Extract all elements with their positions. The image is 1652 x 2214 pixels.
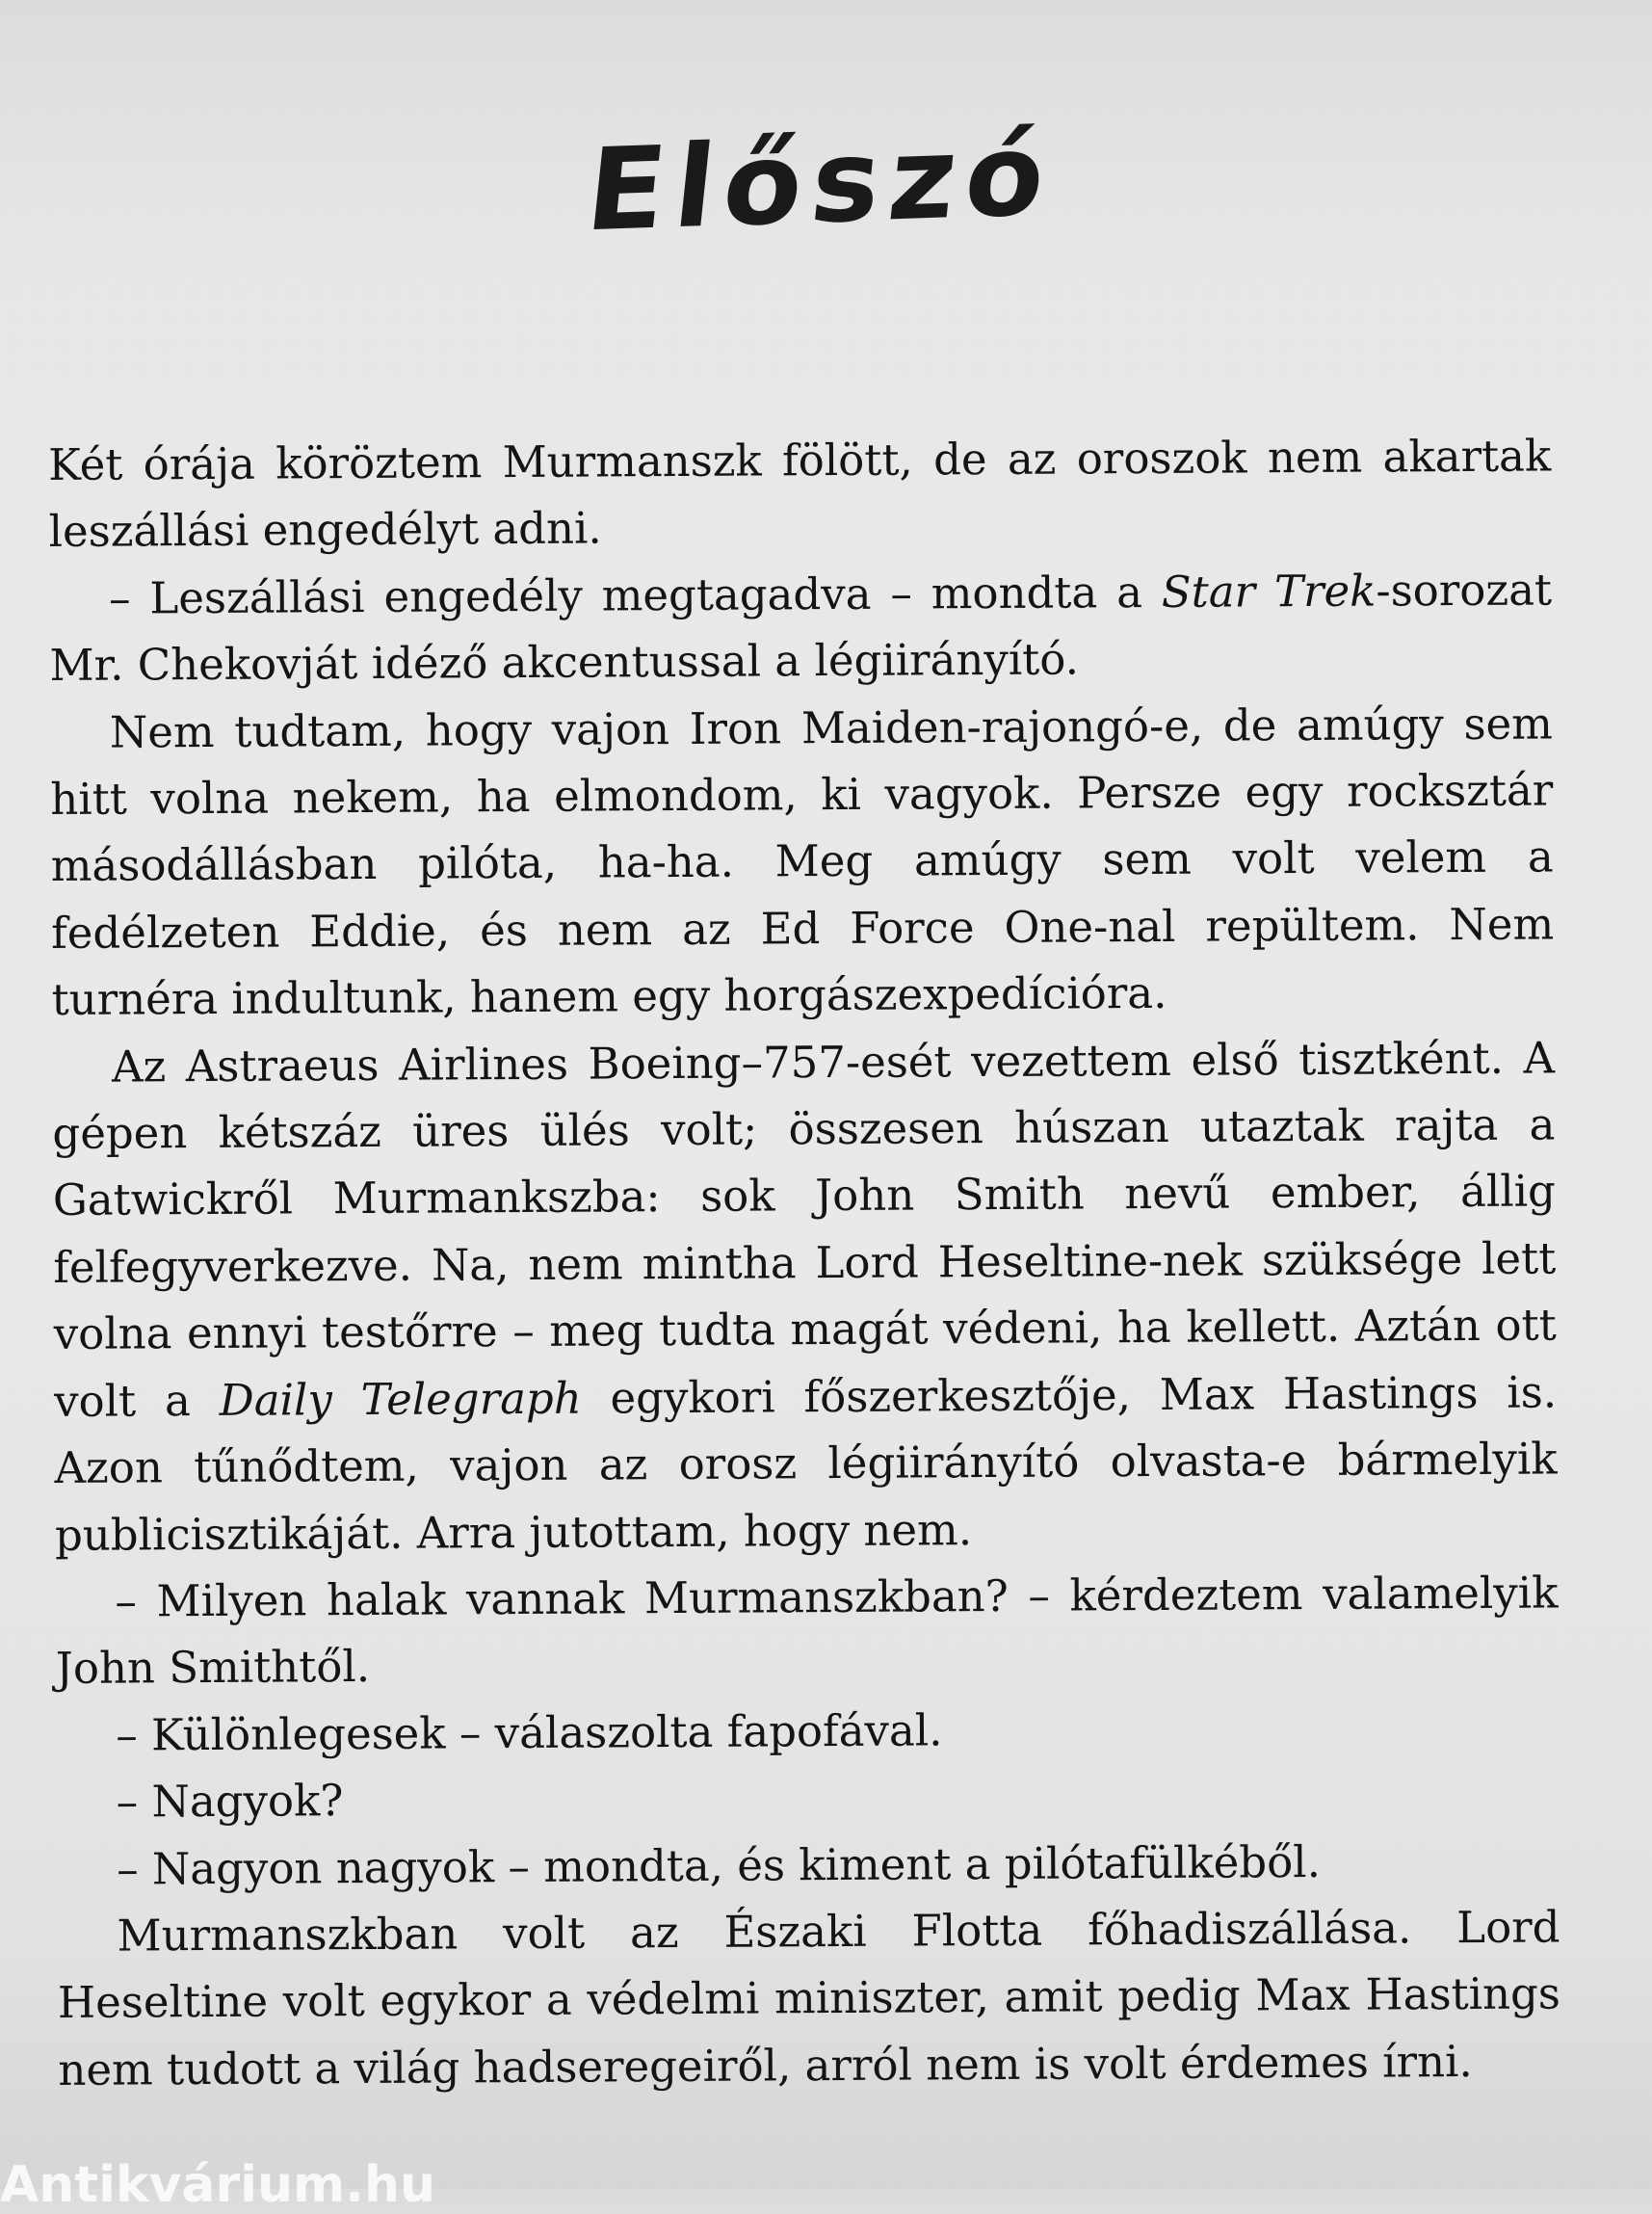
paragraph-2: – Leszállási engedély megtagadva – mondta a Star Trek-sorozat Mr. Chekovját idéző akcentussal a légiirányító. bbox=[49, 564, 1553, 692]
chapter-title: Előszó bbox=[580, 107, 1062, 257]
paragraph-5: – Milyen halak vannak Murmanszkban? – kérdeztem valamelyik John Smithtől. bbox=[55, 1567, 1559, 1695]
paragraph-3: Nem tudtam, hogy vajon Iron Maiden-rajongó-e, de amúgy sem hitt volna nekem, ha elmondom, ki vagyok. Persze egy rocksztár másodállásban pilóta, ha-ha. Meg amúgy sem volt velem a fedélzeten Eddie, és nem az Ed Force One-nal repültem. Nem turnéra indultunk, hanem egy horgászexpedícióra. bbox=[50, 698, 1555, 1026]
paragraph-8: – Nagyon nagyok – mondta, és kiment a pilótafülkéből. bbox=[116, 1835, 1322, 1895]
body-text bbox=[48, 422, 1561, 2103]
paragraph-1: Két órája köröztem Murmanszk fölött, de az oroszok nem akartak leszállási engedélyt adni. bbox=[48, 430, 1552, 558]
paragraph-9: Murmanszkban volt az Északi Flotta főhadiszállása. Lord Heseltine volt egykor a védelmi miniszter, amit pedig Max Hastings nem tudott a világ hadseregeiről, arról nem is volt érdemes írni. bbox=[57, 1901, 1561, 2095]
paragraph-4: Az Astraeus Airlines Boeing–757-esét vezettem első tisztként. A gépen kétszáz üres ülés volt; összesen húszan utaztak rajta a Gatwickről Murmankszba: sok John Smith nevű ember, állig felfegyverkezve. Na, nem mintha Lord Heseltine-nek szüksége lett volna ennyi testőrre – meg tudta magát védeni, ha kellett. Aztán ott volt a Daily Telegraph egykori főszerkesztője, Max Hastings is. Azon tűnődtem, vajon az orosz légiirányító olvasta-e bármelyik publicisztikáját. Arra jutottam, hogy nem. bbox=[52, 1032, 1558, 1561]
watermark-strip bbox=[0, 2156, 435, 2214]
paragraph-6: – Különlegesek – válaszolta fapofával. bbox=[116, 1704, 943, 1761]
paragraph-7: – Nagyok? bbox=[116, 1775, 344, 1828]
watermark: Antikvárium.hu bbox=[0, 2156, 435, 2214]
